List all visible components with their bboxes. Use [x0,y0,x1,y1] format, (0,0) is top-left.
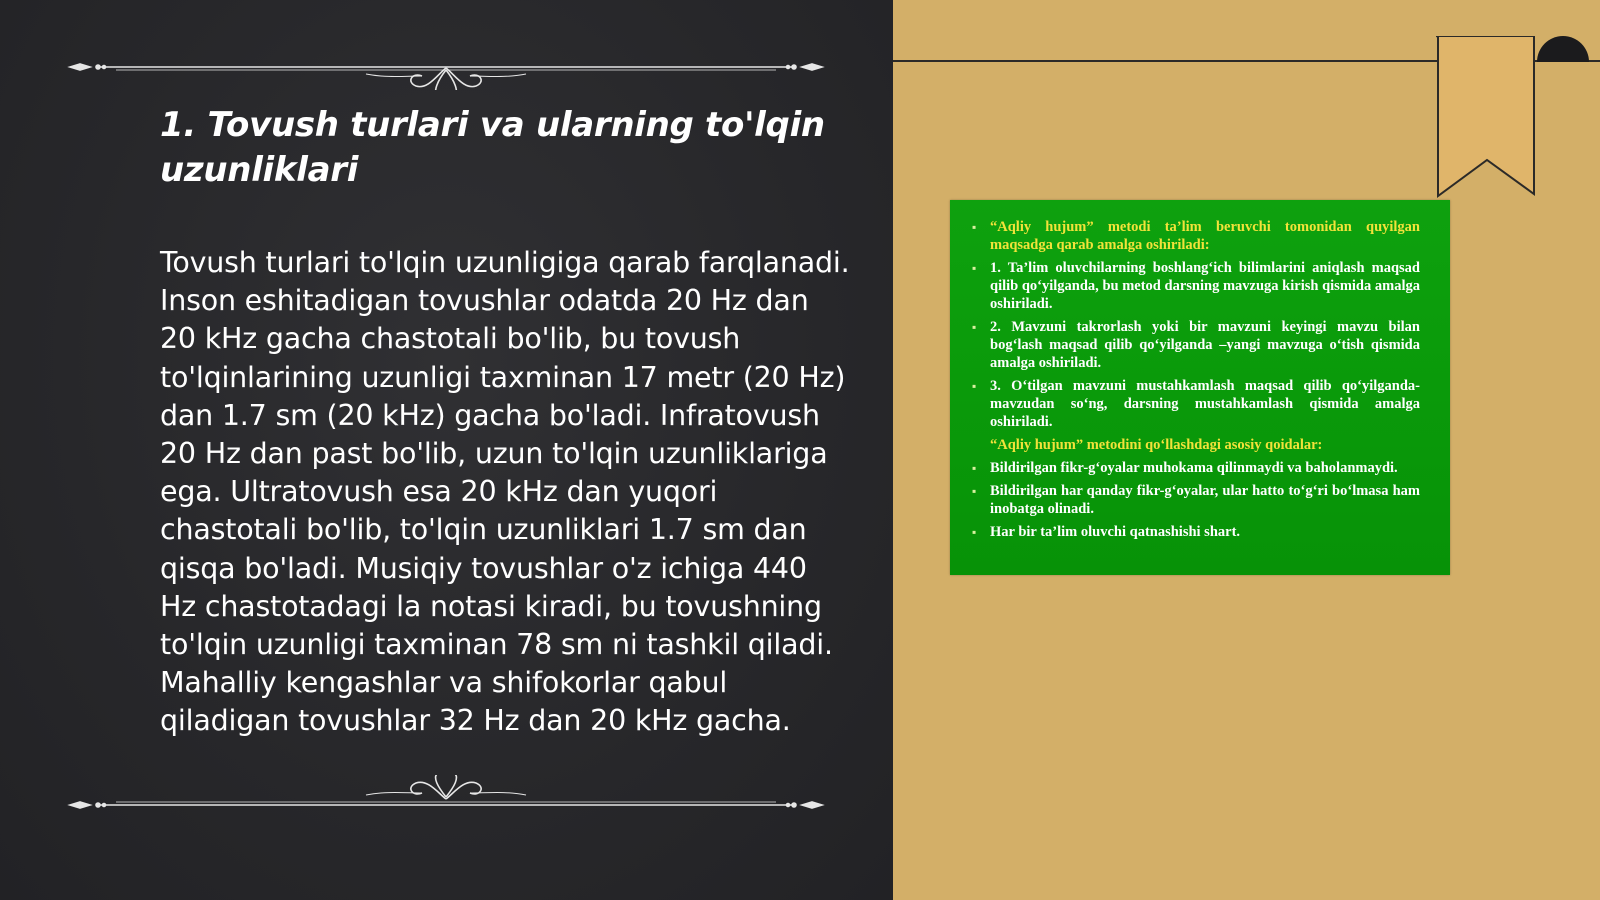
aqliy-hujum-info-box [950,200,1450,575]
rules-list [972,218,1420,546]
list-item: ▪ Bildirilgan har qanday fikr-g‘oyalar, ular hatto to‘g‘ri bo‘lmasa ham inobatga olinadi. [972,483,1420,517]
slide-title: 1. Tovush turlari va ularning to'lqin uzunliklari [160,105,825,190]
top-scroll-ornament [66,40,826,90]
list-item: ▪ 1. Ta’lim oluvchilarning boshlang‘ich bilimlarini aniqlash maqsad qilib qo‘yilganda, bu metod darsning mavzuga kirish qismida amalga oshiriladi. [972,260,1420,312]
list-item: ▪ “Aqliy hujum” metodi ta’lim beruvchi tomonidan quyilgan maqsadga qarab amalga oshiriladi: [972,219,1420,253]
bullet-icon: ▪ [972,461,977,475]
bullet-icon: ▪ [972,379,977,393]
bullet-icon: ▪ [972,320,977,334]
bullet-icon: ▪ [972,261,977,275]
corner-semicircle-shape [1535,36,1591,92]
bottom-scroll-ornament [66,775,826,825]
bullet-icon: ▪ [972,525,977,539]
list-item: ▪ Bildirilgan fikr-g‘oyalar muhokama qilinmaydi va baholanmaydi. [972,460,1398,476]
bookmark-ribbon-icon [1436,36,1540,198]
list-item: ▪ Har bir ta’lim oluvchi qatnashishi shart. [972,524,1241,540]
body-paragraph: Tovush turlari to'lqin uzunligiga qarab farqlanadi. Inson eshitadigan tovushlar odatda 20 Hz dan 20 kHz gacha chastotali bo'lib, bu tovush to'lqinlarining uzunligi taxminan 17 metr (20 Hz) dan 1.7 sm (20 kHz) gacha bo'ladi. Infratovush 20 Hz dan past bo'lib, uzun to'lqin uzunliklariga ega. Ultratovush esa 20 kHz dan yuqori chastotali bo'lib, to'lqin uzunliklari 1.7 sm dan qisqa bo'ladi. Musiqiy tovushlar o'z ichiga 440 Hz chastotadagi la notasi kiradi, bu tovushning to'lqin uzunligi taxminan 78 sm ni tashkil qiladi. Mahalliy kengashlar va shifokorlar qabul qiladigan tovushlar 32 Hz dan 20 kHz gacha. [160,246,850,738]
list-item: ▪ 2. Mavzuni takrorlash yoki bir mavzuni keyingi mavzu bilan bog‘lash maqsad qilib qo‘yilganda –yangi mavzuga o‘tish qismida amalga oshiriladi. [972,319,1420,371]
bullet-icon: ▪ [972,220,977,234]
bullet-icon: ▪ [972,484,977,498]
list-item: ▪ 3. O‘tilgan mavzuni mustahkamlash maqsad qilib qo‘yilganda-mavzudan so‘ng, darsning mustahkamlash qismida amalga oshiriladi. [972,378,1420,430]
list-subheading: “Aqliy hujum” metodini qo‘llashdagi asosiy qoidalar: [990,437,1323,453]
